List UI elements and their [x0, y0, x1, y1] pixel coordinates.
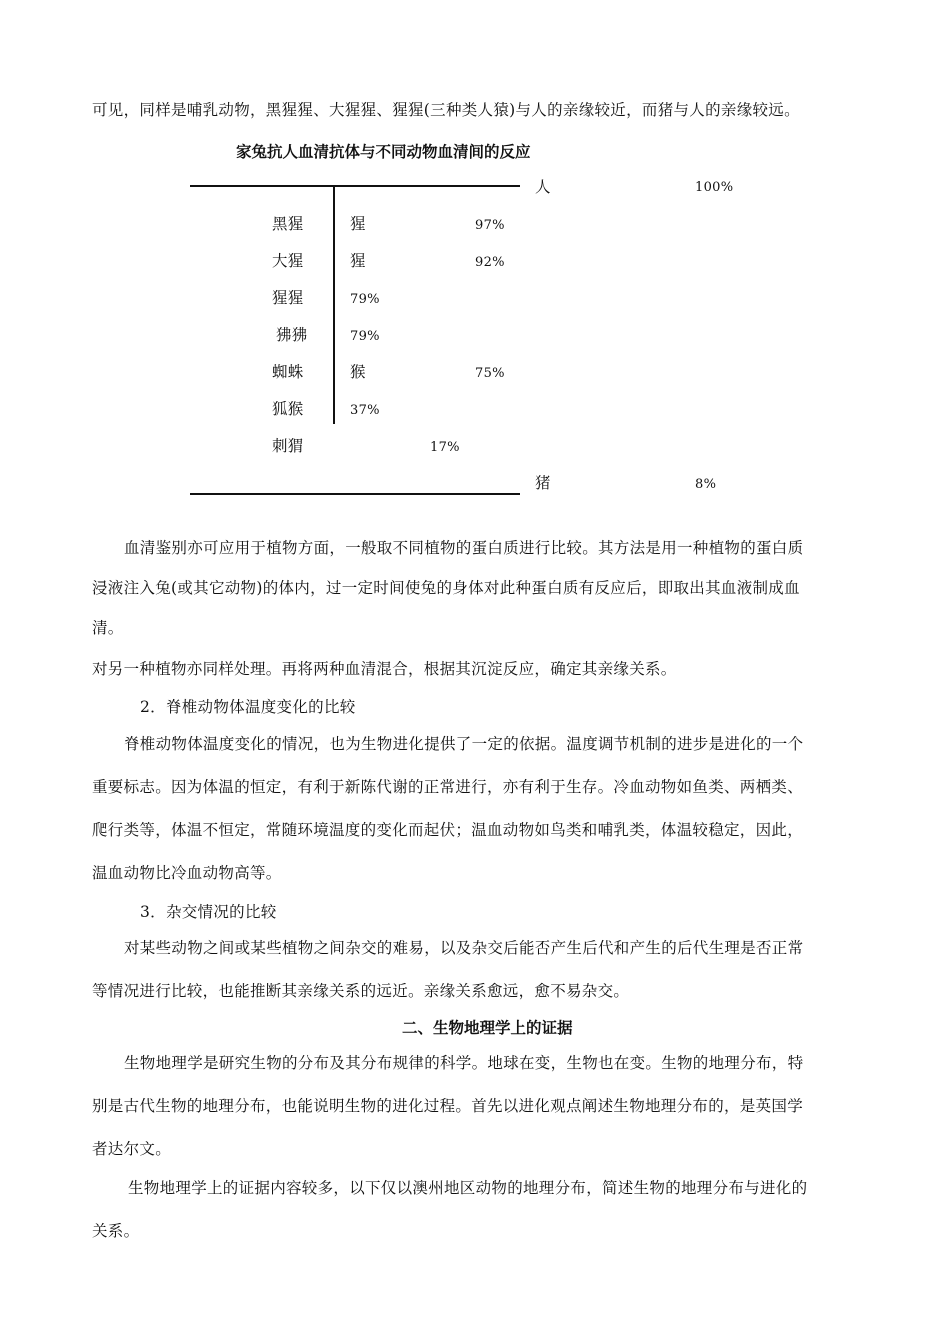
table-row-name: 狐猴: [272, 400, 304, 418]
table-row-value: 75%: [475, 366, 505, 381]
paragraph-line: 等情况进行比较，也能推断其亲缘关系的远近。亲缘关系愈远，愈不易杂交。: [92, 982, 630, 1000]
table-row-name2: 猩: [350, 252, 366, 270]
table-row-name: 黑猩: [272, 215, 304, 233]
table-row-value: 79%: [350, 329, 380, 344]
table-bottom-rule: [190, 493, 520, 495]
table-row-name: 狒狒: [276, 326, 308, 344]
section-heading: 二、生物地理学上的证据: [402, 1019, 573, 1037]
table-row-value: 92%: [475, 255, 505, 270]
table-row-name: 猩猩: [272, 289, 304, 307]
paragraph-line: 重要标志。因为体温的恒定，有利于新陈代谢的正常进行，亦有利于生存。冷血动物如鱼类、两栖类、: [92, 778, 804, 796]
paragraph-line: 者达尔文。: [92, 1140, 172, 1158]
paragraph-line: 对某些动物之间或某些植物之间杂交的难易，以及杂交后能否产生后代和产生的后代生理是否正常: [124, 939, 804, 957]
table-row-value: 17%: [430, 440, 460, 455]
table-top-rule: [190, 185, 520, 187]
paragraph-line: 关系。: [92, 1222, 140, 1240]
paragraph-line: 清。: [92, 619, 124, 637]
paragraph-line: 爬行类等，体温不恒定，常随环境温度的变化而起伏；温血动物如鸟类和哺乳类，体温较稳定，因此，: [92, 821, 804, 839]
intro-line: 可见，同样是哺乳动物，黑猩猩、大猩猩、猩猩(三种类人猿)与人的亲缘较近，而猪与人的亲缘较远。: [92, 101, 800, 119]
table-vertical-rule: [333, 186, 335, 424]
table-top-name: 人: [535, 178, 551, 196]
table-row-name2: 猴: [350, 363, 366, 381]
table-row-name: 大猩: [272, 252, 304, 270]
table-top-value: 100%: [695, 180, 734, 195]
table-row-value: 79%: [350, 292, 380, 307]
table-row-name: 刺猬: [272, 437, 304, 455]
table-row-name: 蜘蛛: [272, 363, 304, 381]
table-row-value: 37%: [350, 403, 380, 418]
table-bottom-name: 猪: [535, 474, 551, 492]
section-title: 3．杂交情况的比较: [140, 903, 277, 921]
paragraph-line: 温血动物比冷血动物高等。: [92, 864, 282, 882]
section-title: 2．脊椎动物体温度变化的比较: [140, 698, 356, 716]
table-bottom-value: 8%: [695, 477, 717, 492]
table-row-name2: 猩: [350, 215, 366, 233]
paragraph-line: 对另一种植物亦同样处理。再将两种血清混合，根据其沉淀反应，确定其亲缘关系。: [92, 660, 677, 678]
paragraph-line: 生物地理学是研究生物的分布及其分布规律的科学。地球在变，生物也在变。生物的地理分布，特: [124, 1054, 804, 1072]
paragraph-line: 脊椎动物体温度变化的情况，也为生物进化提供了一定的依据。温度调节机制的进步是进化的一个: [124, 735, 804, 753]
table-row-value: 97%: [475, 218, 505, 233]
paragraph-line: 血清鉴别亦可应用于植物方面，一般取不同植物的蛋白质进行比较。其方法是用一种植物的蛋白质: [124, 539, 804, 557]
paragraph-line: 生物地理学上的证据内容较多，以下仅以澳州地区动物的地理分布，简述生物的地理分布与进化的: [128, 1179, 808, 1197]
paragraph-line: 浸液注入兔(或其它动物)的体内，过一定时间使兔的身体对此种蛋白质有反应后，即取出其血液制成血: [92, 579, 800, 597]
paragraph-line: 别是古代生物的地理分布，也能说明生物的进化过程。首先以进化观点阐述生物地理分布的，是英国学: [92, 1097, 804, 1115]
table-title: 家兔抗人血清抗体与不同动物血清间的反应: [236, 143, 531, 161]
